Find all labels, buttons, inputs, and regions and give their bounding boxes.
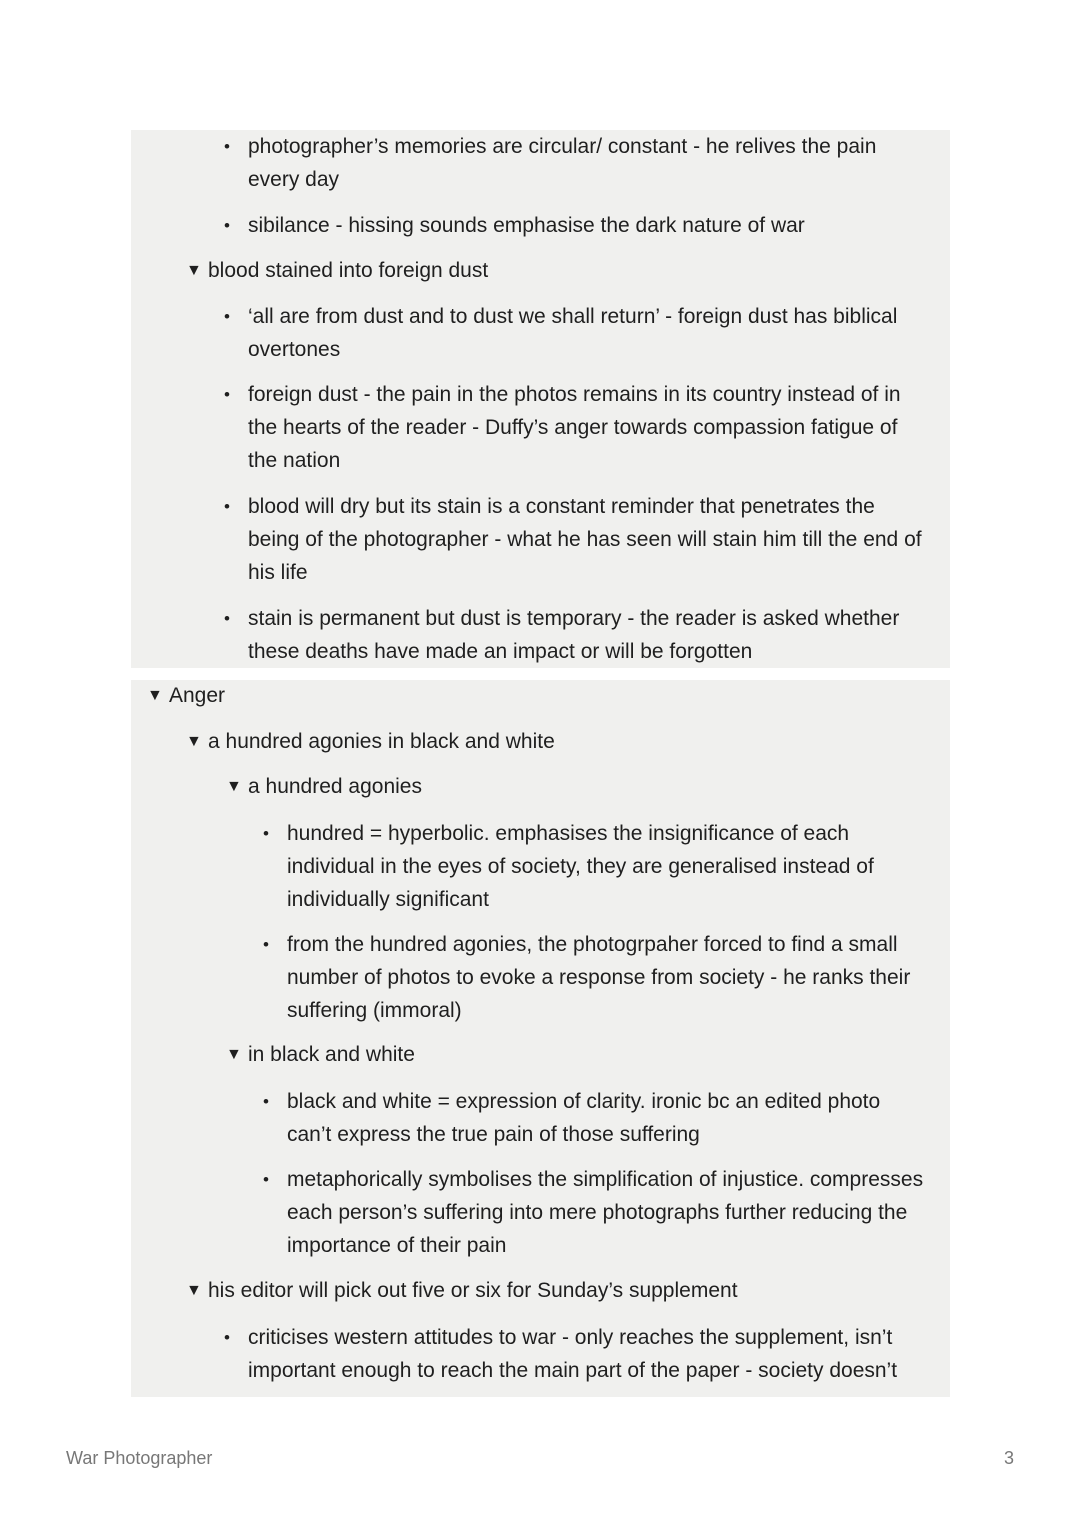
bullet-text-line: being of the photographer - what he has seen will stain him till the end of [248,528,922,551]
bullet-text-line: black and white = expression of clarity. ironic bc an edited photo [287,1090,881,1113]
note-bullet-item [0,378,1080,477]
note-bullet-item [0,1085,1080,1151]
heading-text: his editor will pick out five or six for Sunday’s supplement [208,1279,738,1302]
page-number: 3 [1004,1448,1015,1468]
note-bullet-item [0,209,1080,242]
note-toggle-heading[interactable] [0,770,1080,803]
footer-title: War Photographer [66,1448,213,1468]
note-toggle-heading[interactable] [0,254,1080,287]
note-toggle-heading[interactable] [0,1038,1080,1071]
bullet-icon: • [224,497,230,516]
heading-text: a hundred agonies [248,775,422,798]
note-bullet-item [0,1321,1080,1387]
heading-text: Anger [169,684,226,707]
toggle-triangle-icon[interactable]: ▼ [226,1046,242,1063]
bullet-text-line: stain is permanent but dust is temporary - the reader is asked whether [248,607,900,630]
bullet-text-line: each person’s suffering into mere photographs further reducing the [287,1201,908,1224]
bullet-icon: • [224,609,230,628]
bullet-text-line: can’t express the true pain of those suffering [287,1123,700,1146]
bullet-icon: • [224,137,230,156]
bullet-text-line: importance of their pain [287,1234,507,1257]
bullet-text-line: criticises western attitudes to war - only reaches the supplement, isn’t [248,1326,893,1349]
toggle-triangle-icon[interactable]: ▼ [226,778,242,795]
bullet-text-line: the hearts of the reader - Duffy’s anger towards compassion fatigue of [248,416,898,439]
bullet-icon: • [224,1328,230,1347]
bullet-text-line: metaphorically symbolises the simplification of injustice. compresses [287,1168,924,1191]
toggle-triangle-icon[interactable]: ▼ [186,733,202,750]
bullet-text-line: blood will dry but its stain is a constant reminder that penetrates the [248,495,875,518]
bullet-icon: • [263,1170,269,1189]
bullet-text-line: overtones [248,338,341,361]
bullet-text-line: important enough to reach the main part of the paper - society doesn’t [248,1359,898,1382]
note-bullet-item [0,928,1080,1027]
bullet-icon: • [263,824,269,843]
bullet-text-line: every day [248,168,340,191]
bullet-text-line: ‘all are from dust and to dust we shall return’ - foreign dust has biblical [248,305,898,328]
bullet-text-line: hundred = hyperbolic. emphasises the insignificance of each [287,822,850,845]
note-toggle-heading[interactable] [0,679,1080,712]
bullet-text-line: from the hundred agonies, the photogrpaher forced to find a small [287,933,898,956]
toggle-triangle-icon[interactable]: ▼ [186,262,202,279]
bullet-text-line: suffering (immoral) [287,999,462,1022]
note-bullet-item [0,817,1080,916]
bullet-text-line: individual in the eyes of society, they are generalised instead of [287,855,874,878]
heading-text: a hundred agonies in black and white [208,730,555,753]
note-bullet-item [0,490,1080,589]
bullet-text-line: these deaths have made an impact or will be forgotten [248,640,753,663]
note-toggle-heading[interactable] [0,725,1080,758]
note-bullet-item [0,1163,1080,1262]
note-bullet-item [0,300,1080,366]
note-toggle-heading[interactable] [0,1274,1080,1307]
bullet-text-line: individually significant [287,888,489,911]
bullet-text-line: number of photos to evoke a response from society - he ranks their [287,966,911,989]
heading-text: in black and white [248,1043,415,1066]
note-bullet-item [0,130,1080,196]
bullet-icon: • [224,216,230,235]
note-bullet-item [0,602,1080,668]
bullet-text-line: his life [248,561,308,584]
toggle-triangle-icon[interactable]: ▼ [186,1282,202,1299]
toggle-triangle-icon[interactable]: ▼ [147,687,163,704]
heading-text: blood stained into foreign dust [208,259,489,282]
bullet-text-line: the nation [248,449,341,472]
bullet-icon: • [263,935,269,954]
bullet-icon: • [263,1092,269,1111]
bullet-icon: • [224,385,230,404]
bullet-text-line: sibilance - hissing sounds emphasise the dark nature of war [248,214,805,237]
bullet-icon: • [224,307,230,326]
bullet-text-line: foreign dust - the pain in the photos remains in its country instead of in [248,383,901,406]
bullet-text-line: photographer’s memories are circular/ constant - he relives the pain [248,135,877,158]
